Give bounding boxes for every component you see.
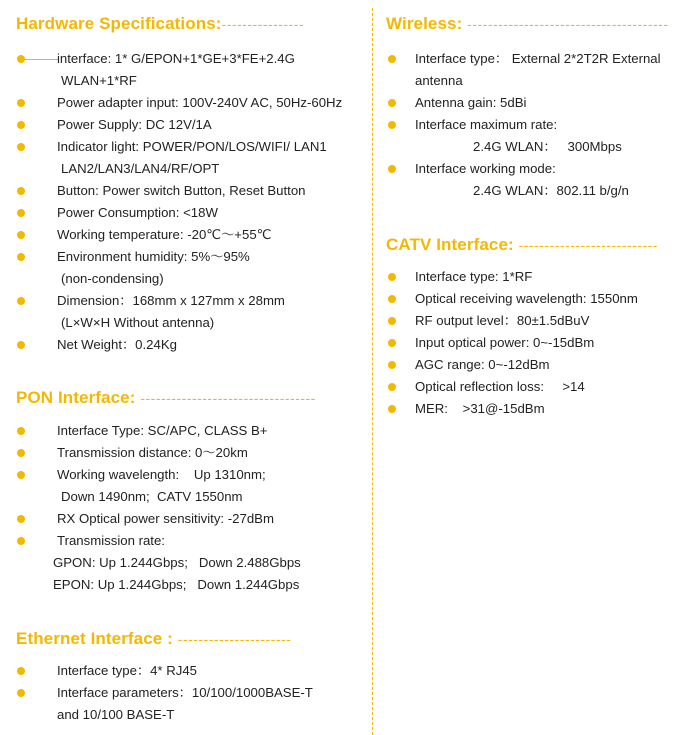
list-item [17,48,342,92]
bullet-icon [388,361,396,369]
item-text: Power Consumption: <18W [57,205,218,220]
epon-rate: EPON: Up 1.244Gbps; Down 1.244Gbps [53,577,300,592]
item-text: Net Weight：0.24Kg [57,337,177,352]
ethernet-title-dashes: ---------------------- [177,631,292,647]
bullet-icon [17,427,25,435]
pon-spec-list [17,420,274,552]
item-text: Dimension：168mm x 127mm x 28mm [57,293,285,308]
list-item [17,334,342,356]
bullet-icon [17,143,25,151]
item-text: interface: 1* G/EPON+1*GE+3*FE+2.4G [57,51,295,66]
list-item [17,202,342,224]
item-text: Indicator light: POWER/PON/LOS/WIFI/ LAN1 [57,139,327,154]
list-item [17,136,342,180]
wireless-title-dashes: --------------------------------------- [467,16,669,32]
pon-title-dashes: ---------------------------------- [140,390,316,406]
bullet-icon [388,99,396,107]
list-item [388,288,638,310]
item-text-cont: (L×W×H Without antenna) [61,315,215,330]
bullet-icon [388,165,396,173]
hardware-section-title [16,14,304,34]
bullet-icon [388,273,396,281]
item-text: Working wavelength: Up 1310nm; [57,467,266,482]
item-text: RF output level：80±1.5dBuV [415,313,590,328]
bullet-icon [17,297,25,305]
bullet-icon [17,55,25,63]
list-item [388,398,638,420]
item-text: Transmission rate: [57,533,165,548]
catv-section-title [386,235,658,255]
hardware-title-text: Hardware Specifications: [16,14,222,33]
item-text: Power adapter input: 100V-240V AC, 50Hz-60Hz [57,95,343,110]
item-text: Interface type：4* RJ45 [57,663,198,678]
item-text-cont: LAN2/LAN3/LAN4/RF/OPT [61,161,220,176]
pon-section-title [16,388,316,408]
item-text: Transmission distance: 0～20km [57,445,248,460]
list-item [17,660,313,682]
bullet-icon [17,471,25,479]
bullet-icon [17,515,25,523]
wireless-title-text: Wireless: [386,14,463,33]
column-divider [372,8,373,735]
item-text: Optical receiving wavelength: 1550nm [415,291,638,306]
bullet-icon [17,231,25,239]
bullet-icon [17,209,25,217]
pon-title-text: PON Interface: [16,388,136,407]
bullet-icon [17,689,25,697]
item-text-cont: WLAN+1*RF [61,73,137,88]
bullet-icon [388,55,396,63]
bullet-icon [17,253,25,261]
item-text: Power Supply: DC 12V/1A [57,117,212,132]
item-text-cont: Down 1490nm; CATV 1550nm [61,489,243,504]
list-item [388,48,661,92]
list-item [388,354,638,376]
list-item [17,224,342,246]
ethernet-spec-list [17,660,313,704]
bullet-icon [388,295,396,303]
bullet-icon [388,121,396,129]
bullet-icon [17,121,25,129]
item-text: Environment humidity: 5%～95% [57,249,250,264]
item-text: Interface type: 1*RF [415,269,533,284]
item-text: Button: Power switch Button, Reset Button [57,183,306,198]
list-item [17,290,342,334]
item-text: Interface parameters：10/100/1000BASE-T [57,685,313,700]
hardware-title-dashes: ---------------- [221,16,305,32]
item-text: RX Optical power sensitivity: -27dBm [57,511,274,526]
item-text: Working temperature: -20℃～+55℃ [57,227,272,242]
list-item [17,442,274,464]
list-item [388,92,661,114]
catv-title-text: CATV Interface: [386,235,514,254]
list-item [17,114,342,136]
item-text: AGC range: 0~-12dBm [415,357,550,372]
bullet-icon [17,537,25,545]
list-item [388,266,638,288]
bullet-icon [17,187,25,195]
item-text: Input optical power: 0~-15dBm [415,335,595,350]
list-item [388,158,661,202]
ethernet-title-text: Ethernet Interface : [16,629,173,648]
list-item [17,246,342,290]
list-item [17,682,313,704]
list-item [388,310,638,332]
bullet-icon [388,383,396,391]
bullet-icon [388,317,396,325]
bullet-icon [17,341,25,349]
catv-title-dashes: --------------------------- [518,237,658,253]
gpon-rate: GPON: Up 1.244Gbps; Down 2.488Gbps [53,555,301,570]
item-text: Interface maximum rate: [415,117,558,132]
ethernet-extra-text: and 10/100 BASE-T [57,707,175,722]
bullet-icon [17,449,25,457]
item-text: Interface type： External 2*2T2R External [415,51,661,66]
wireless-section-title [386,14,669,34]
list-item [17,420,274,442]
bullet-icon [17,667,25,675]
item-text-cont: (non-condensing) [61,271,164,286]
list-item [388,114,661,158]
bullet-icon [17,99,25,107]
item-text-cont: 2.4G WLAN： 300Mbps [473,139,622,154]
item-text: MER: >31@-15dBm [415,401,545,416]
item-text: Optical reflection loss: >14 [415,379,585,394]
item-text-cont: antenna [415,73,463,88]
wireless-spec-list [388,48,661,202]
list-item [17,464,274,508]
bullet-icon [388,405,396,413]
list-item [388,376,638,398]
item-text-cont: 2.4G WLAN：802.11 b/g/n [473,183,629,198]
list-item [17,92,342,114]
list-item [17,180,342,202]
hardware-spec-list [17,48,342,356]
item-text: Antenna gain: 5dBi [415,95,527,110]
list-item [17,508,274,530]
catv-spec-list [388,266,638,420]
list-item [388,332,638,354]
ethernet-section-title [16,629,291,649]
list-item [17,530,274,552]
item-text: Interface working mode: [415,161,556,176]
item-text: Interface Type: SC/APC, CLASS B+ [57,423,268,438]
bullet-icon [388,339,396,347]
